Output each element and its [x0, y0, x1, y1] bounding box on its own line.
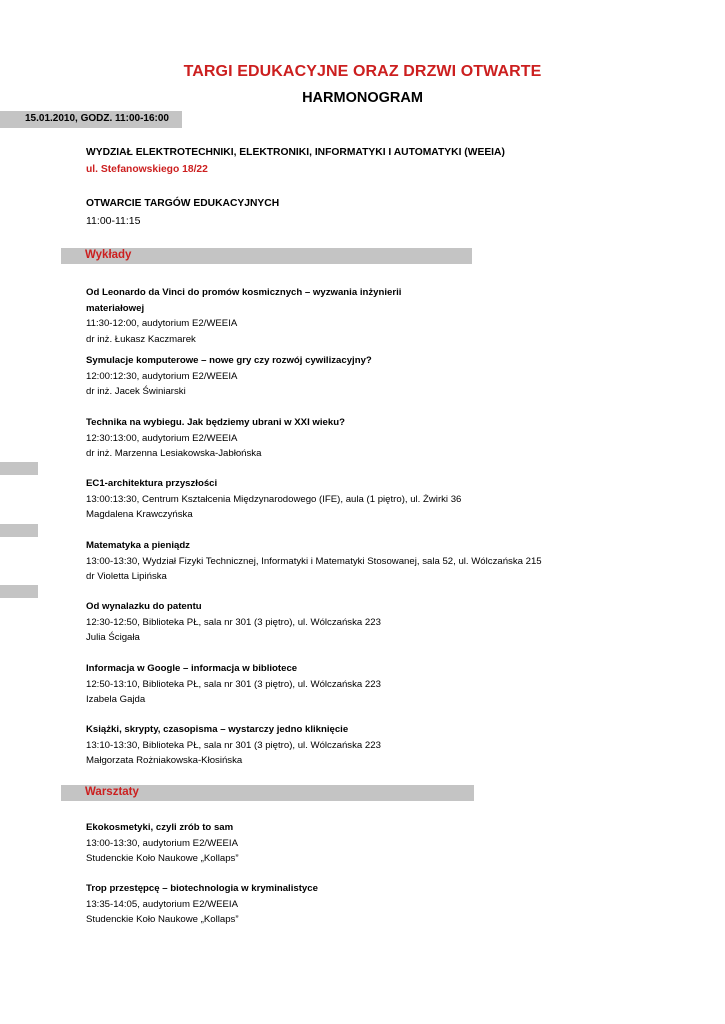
lecture-speaker: dr inż. Łukasz Kaczmarek: [86, 333, 196, 345]
document-subtitle: HARMONOGRAM: [302, 90, 423, 106]
workshop-details: 13:00-13:30, audytorium E2/WEEIA: [86, 837, 238, 849]
opening-time: 11:00-11:15: [86, 215, 141, 227]
lecture-item: [86, 353, 372, 400]
workshop-speaker: Studenckie Koło Naukowe „Kollaps”: [86, 853, 239, 864]
opening-label: OTWARCIE TARGÓW EDUKACYJNYCH: [86, 198, 280, 209]
lecture-speaker: Julia Ścigała: [86, 632, 140, 643]
lecture-title: Informacja w Google – informacja w bibliotece: [86, 663, 298, 674]
margin-mark: [0, 585, 38, 598]
lecture-details: 13:00-13:30, Wydział Fizyki Technicznej, Informatyki i Matematyki Stosowanej, sala 52, ul. Wólczańska 215: [86, 555, 542, 567]
workshop-speaker: Studenckie Koło Naukowe „Kollaps”: [86, 914, 239, 925]
margin-mark: [0, 524, 38, 537]
document-title: TARGI EDUKACYJNE ORAZ DRZWI OTWARTE: [183, 63, 542, 80]
lecture-item: [86, 599, 381, 646]
lecture-title: Od wynalazku do patentu: [86, 601, 202, 612]
lecture-speaker: dr Violetta Lipińska: [86, 571, 167, 582]
lecture-item: [86, 661, 381, 708]
lecture-details: 12:30:13:00, audytorium E2/WEEIA: [86, 432, 238, 444]
lecture-speaker: dr inż. Marzenna Lesiakowska-Jabłońska: [86, 448, 262, 459]
lecture-details: 12:50-13:10, Biblioteka PŁ, sala nr 301 (3 piętro), ul. Wólczańska 223: [86, 678, 381, 690]
lecture-title: Symulacje komputerowe – nowe gry czy rozwój cywilizacyjny?: [86, 355, 372, 366]
department-address: ul. Stefanowskiego 18/22: [86, 164, 208, 175]
department-name: WYDZIAŁ ELEKTROTECHNIKI, ELEKTRONIKI, INFORMATYKI I AUTOMATYKI (WEEIA): [86, 147, 505, 158]
date-bar: [0, 111, 182, 128]
workshop-item: [86, 881, 318, 928]
lecture-title: Książki, skrypty, czasopisma – wystarczy jedno kliknięcie: [86, 724, 349, 735]
margin-mark: [0, 462, 38, 475]
date-label: 15.01.2010, GODZ. 11:00-16:00: [25, 113, 169, 124]
lecture-details: 12:00:12:30, audytorium E2/WEEIA: [86, 370, 238, 382]
workshop-details: 13:35-14:05, audytorium E2/WEEIA: [86, 898, 238, 910]
lecture-details: 13:10-13:30, Biblioteka PŁ, sala nr 301 (3 piętro), ul. Wólczańska 223: [86, 739, 381, 751]
lecture-title: Matematyka a pieniądz: [86, 540, 190, 551]
lecture-item: [86, 722, 381, 769]
lecture-title: EC1-architektura przyszłości: [86, 478, 218, 489]
lecture-speaker: Magdalena Krawczyńska: [86, 509, 193, 520]
lecture-title: Technika na wybiegu. Jak będziemy ubrani w XXI wieku?: [86, 417, 345, 428]
lecture-item: [86, 415, 345, 462]
lecture-speaker: Izabela Gajda: [86, 694, 146, 705]
workshop-title: Ekokosmetyki, czyli zrób to sam: [86, 822, 234, 833]
workshop-title: Trop przestępcę – biotechnologia w kryminalistyce: [86, 883, 318, 894]
lecture-title: Od Leonardo da Vinci do promów kosmicznych – wyzwania inżynierii: [86, 287, 402, 298]
lecture-item: [86, 538, 542, 585]
workshops-section-header: [61, 785, 474, 801]
workshops-heading: Warsztaty: [85, 786, 139, 798]
lecture-speaker: dr inż. Jacek Świniarski: [86, 386, 186, 397]
lectures-section-header: [61, 248, 472, 264]
lecture-item: [86, 476, 461, 523]
lecture-item: [86, 285, 401, 347]
workshop-item: [86, 820, 239, 867]
lecture-details: 13:00:13:30, Centrum Kształcenia Międzynarodowego (IFE), aula (1 piętro), ul. Żwirki 36: [86, 493, 462, 505]
lecture-speaker: Małgorzata Rożniakowska-Kłosińska: [86, 755, 243, 766]
lectures-heading: Wykłady: [85, 249, 132, 261]
lecture-details: 11:30-12:00, audytorium E2/WEEIA: [86, 318, 238, 329]
lecture-title-continued: materiałowej: [86, 302, 145, 314]
lecture-details: 12:30-12:50, Biblioteka PŁ, sala nr 301 (3 piętro), ul. Wólczańska 223: [86, 616, 381, 628]
